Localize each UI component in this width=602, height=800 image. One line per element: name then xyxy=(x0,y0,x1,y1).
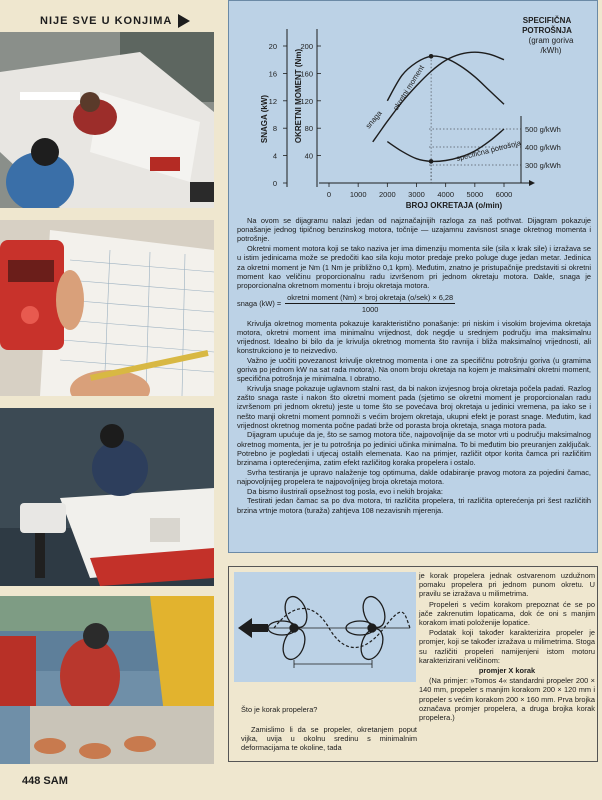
pitch-dimension-icon xyxy=(294,660,372,668)
series-torque-label: okretni moment xyxy=(391,63,427,113)
section-header xyxy=(40,12,190,30)
x-tick-label: 1000 xyxy=(349,190,367,199)
photo-boat-cockpit xyxy=(0,32,214,208)
x-tick-label: 6000 xyxy=(495,190,513,199)
formula-lhs: snaga (kW) = xyxy=(237,299,282,309)
x-tick-label: 2000 xyxy=(378,190,396,199)
y-tick-consumption-label: 500 g/kWh xyxy=(525,125,561,134)
y-axis-consumption-label: SPECIFIČNA POTROŠNJA (gram goriva /kWh) xyxy=(522,16,574,55)
chart-axes xyxy=(283,29,535,187)
propeller-paragraph: je korak propelera jednak ostvarenom uzdužnom pomaku propelera pri jednom punom okretu. U pravilu se izražava u milimetrima. xyxy=(419,571,595,599)
propeller-box xyxy=(228,566,598,762)
power-formula xyxy=(237,293,591,314)
page-footer: 448 SAM xyxy=(22,775,68,787)
x-axis-arrow xyxy=(529,180,535,186)
formula-denominator: 1000 xyxy=(361,305,379,315)
article-paragraph: Važno je uočiti povezanost krivulje okretnog momenta i one za specifičnu potrošnju goriva (u gramima goriva po jednom kW na sat rada motora). Na onom broju okretaja na kojem je maksimalni okretni moment, specifična potrošnja je minimalna. I obratno. xyxy=(237,355,591,384)
series-power-line xyxy=(373,52,504,142)
article-paragraph: Da bismo ilustrirali opsežnost tog posla, evo i nekih brojaka: xyxy=(247,486,443,496)
y-axis-torque-label: OKRETNI MOMENT (Nm) xyxy=(294,48,303,144)
x-tick-label: 4000 xyxy=(437,190,455,199)
x-tick-label: 0 xyxy=(326,190,332,199)
article-paragraph: Krivulja okretnog momenta pokazuje karakteristično ponašanje: pri niskim i visokim brojevima okretaja motora, okretni moment ima minimalnu vrijednost, dok negdje u srednjem području ima maksimalnu vrijednost. Idealno bi bilo da je krivulja okretnog momenta što ravnija i bliža maksimalnoj vrijednosti, ali konstrukciono je to neizvedivo. xyxy=(237,318,591,356)
y-tick-power-label: 8 xyxy=(272,124,277,134)
article-paragraph: Svrha testiranja je upravo nalaženje tog optimuma, dakle odabiranje pravog motora za pojedini čamac, najpovoljnijeg propelera te najpovoljnijeg broja okretaja motora. xyxy=(237,467,591,486)
chart-grid xyxy=(429,56,521,183)
article-paragraph: Dijagram upućuje da je, što se samog motora tiče, najpovoljnije da se motor vrti u području maksimalnog okretnog momenta, jer je tu potrošnja po jedinici učinka minimalna. To bi međutim bio preuranjen zaključak. Potrebno je pogledati i utjecaj ostalih elemenata. Kao na primjer, različit otpor korita čamca pri različitim brzinama i opterećenjima, zatim efekt različitog koraka propelera i ostalo. xyxy=(237,430,591,468)
direction-arrow-icon xyxy=(238,618,268,638)
propeller-pitch-diagram xyxy=(234,572,416,682)
y-tick-torque-label: 160 xyxy=(300,69,313,79)
formula-numerator: okretni moment (Nm) × broj okretaja (o/sek) × 6,28 xyxy=(285,293,455,304)
article-paragraph: Okretni moment motora koji se tako naziva jer ima dimenziju momenta sile (sila x krak sile) i izražava se u istim jedinicama može se predočiti kao sila koju motor predaje preko poluge duge jedan metar. Jedinica za okretni moment je Nm (1 Nm je približno 0,1 kpm). Međutim, znatno je pristupačnije predstaviti si okretni moment kao veličinu proporcionalnu radu izvršenom pri jednom okretaju motora. Dakle, snaga je proporcionalna okretnom momentu i broju okretaja motora. xyxy=(237,244,591,290)
torque-maximum-point xyxy=(429,54,434,59)
y-tick-power-label: 0 xyxy=(272,179,277,188)
photo-outboard-motor xyxy=(0,408,214,586)
y-tick-power-label: 12 xyxy=(268,96,277,106)
y-tick-torque-label: 80 xyxy=(304,124,313,134)
consumption-minimum-point xyxy=(429,159,434,164)
propeller-text-left xyxy=(241,725,417,753)
y-tick-consumption-label: 400 g/kWh xyxy=(525,143,561,152)
chart-labels xyxy=(260,16,574,210)
y-tick-power-label: 16 xyxy=(268,69,277,79)
formula-fraction xyxy=(285,293,455,314)
propeller-caption: Što je korak propelera? xyxy=(241,705,318,714)
y-tick-power-label: 20 xyxy=(268,42,277,51)
x-tick-label: 5000 xyxy=(466,190,484,199)
x-axis-label: BROJ OKRETAJA (o/min) xyxy=(405,201,503,210)
propeller-paragraph: Propeleri s većim korakom prepoznat će se po jače zakrenutim lopaticama, dok će oni s manjim korakom imati položenije lopatice. xyxy=(419,599,595,628)
y-tick-consumption-label: 300 g/kWh xyxy=(525,161,561,170)
x-tick-label: 3000 xyxy=(408,190,425,199)
article-paragraph: Krivulja snage pokazuje uglavnom stalni rast, da bi nakon izvjesnog broja okretaja počela padati. Razlog zašto snaga raste i nakon što okretni moment pada (sjetimo se okretni moment je proporcionalan radu izvršenom pri jednom okretu) jeste u tome što se povećava broj okretaja u jedinici vremena, pa iako se i nešto manji okretni moment pomnoži s većim brojem okretaja, ukupni efekt je porast snage. Međutim, kad vrijednost okretnog momenta počne padati brže od porasta broja okretaja, snaga motora pada. xyxy=(237,383,591,430)
article-paragraph: Testirati jedan čamac sa po dva motora, tri različita propelera, tri različita opterećenja pri šest različitih brzina vrtnje motora (turaža) zahtjeva 108 nezavisnih mjerenja. xyxy=(237,496,591,515)
y-tick-torque-label: 40 xyxy=(304,151,313,161)
chart-panel xyxy=(228,0,598,553)
section-title: NIJE SVE U KONJIMA xyxy=(40,15,173,27)
y-tick-torque-label: 120 xyxy=(300,96,313,106)
propeller-paragraph: Podatak koji također karakterizira propeler je promjer, koji se također izražava u milimetrima. Stoga su različiti propeleri namijenjeni istom motoru karakterizirani veličinom: xyxy=(419,628,595,665)
series-power-label: snaga xyxy=(363,108,384,131)
arrow-right-icon xyxy=(178,14,190,28)
propeller-formula: promjer X korak xyxy=(478,666,536,676)
propeller-paragraph: Zamislimo li da se propeler, okretanjem poput vijka, uvija u okolnu sredinu s minimalnim deformacijama te okoline, tada xyxy=(241,725,417,753)
y-tick-power-label: 4 xyxy=(272,151,277,161)
engine-characteristics-chart xyxy=(229,1,599,216)
series-consumption-line xyxy=(387,129,504,161)
photo-propellers xyxy=(0,596,214,764)
article-paragraph: Na ovom se dijagramu nalazi jedan od najznačajnijih razloga za naš pothvat. Dijagram pokazuje ponašanje jednog tipičnog benzinskog motora, točnije — uzajamnu zavisnost snage okretnog momenta i potrošnje. xyxy=(237,216,591,244)
series-consumption-label: specifična potrošnja xyxy=(455,138,522,163)
article-body xyxy=(237,216,591,515)
propeller-paragraph: (Na primjer: »Tomos 4« standardni propeler 200 × 140 mm, propeler s manjim korakom 200 × 120 mm i propeler s većim korakom 200 × 160 mm. Prva brojka označava promjer propelera, a druga brojka korak propelera.) xyxy=(419,676,595,723)
photo-stopwatch-notes xyxy=(0,220,214,396)
y-axis-power-label: SNAGA (kW) xyxy=(260,94,269,144)
y-tick-torque-label: 200 xyxy=(300,42,313,51)
propeller-text-right xyxy=(419,571,595,723)
